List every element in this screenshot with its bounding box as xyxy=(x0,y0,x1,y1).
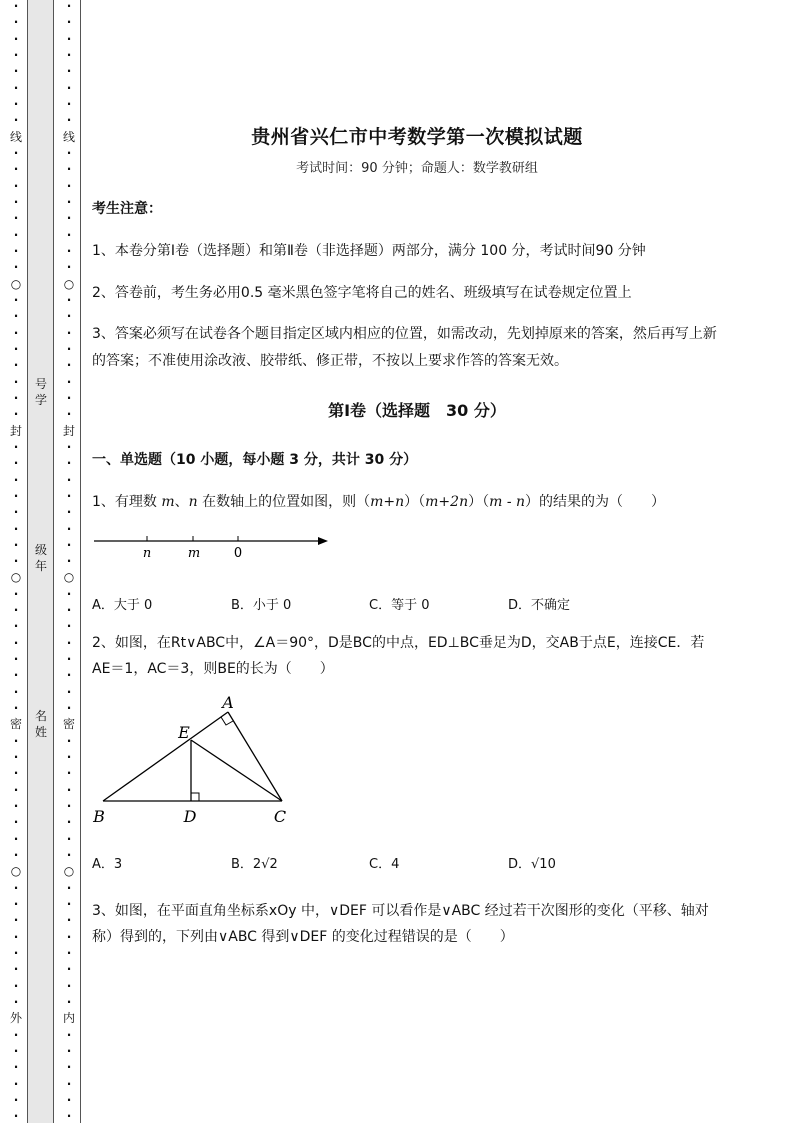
option-d[interactable]: D．不确定 xyxy=(508,598,571,613)
notice-item: 1、本卷分第Ⅰ卷（选择题）和第Ⅱ卷（非选择题）两部分，满分 100 分，考试时间90 分钟 xyxy=(92,243,646,259)
student-id-label: 号学 xyxy=(34,377,47,407)
binding-mark: 线 xyxy=(9,129,22,144)
binding-mark: ○ xyxy=(10,570,22,585)
binding-mark: 外 xyxy=(9,1011,22,1026)
binding-mark: 密 xyxy=(62,717,75,732)
question-3-text: 3、如图，在平面直角坐标系xOy 中，∨DEF 可以看作是∨ABC 经过若干次图形的变化（平移、轴对 xyxy=(92,903,709,919)
notice-item: 的答案；不准使用涂改液、胶带纸、修正带，不按以上要求作答的答案无效。 xyxy=(92,353,568,369)
notice-item: 2、答卷前，考生务必用0.5 毫米黑色签字笔将自己的姓名、班级填写在试卷规定位置上 xyxy=(92,285,632,301)
point-d: D xyxy=(183,807,197,826)
binding-mark: 封 xyxy=(62,423,75,438)
segment-ac xyxy=(228,712,282,801)
binding-mark: ○ xyxy=(63,570,75,585)
option-b[interactable]: B．2√2 xyxy=(231,857,278,872)
option-c[interactable]: C．等于 0 xyxy=(369,598,430,613)
option-a[interactable]: A．3 xyxy=(92,857,123,872)
arrow-icon xyxy=(318,537,328,545)
question-2-text: 2、如图，在Rt∨ABC中，∠A＝90°，D是BC的中点，ED⊥BC垂足为D，交AB于点E，连接CE．若 xyxy=(92,635,705,651)
name-label: 名姓 xyxy=(34,709,47,739)
binding-mark: 密 xyxy=(9,717,22,732)
option-d[interactable]: D．√10 xyxy=(508,857,556,872)
triangle-figure xyxy=(92,696,302,828)
number-line-figure xyxy=(92,530,342,566)
point-a: A xyxy=(222,696,234,712)
option-c[interactable]: C．4 xyxy=(369,857,400,872)
label-n: n xyxy=(142,546,152,561)
binding-mark: 内 xyxy=(62,1011,75,1026)
part-title: 第Ⅰ卷（选择题 30 分） xyxy=(328,401,506,420)
binding-mark: ○ xyxy=(63,276,75,291)
binding-mark: ○ xyxy=(63,864,75,879)
binding-margin xyxy=(0,0,84,1123)
segment-ec xyxy=(191,740,282,801)
question-2-text-cont: AE＝1，AC＝3，则BE的长为（ ） xyxy=(92,661,334,677)
label-zero: 0 xyxy=(233,546,243,561)
notice-heading: 考生注意： xyxy=(92,201,162,217)
exam-subtitle: 考试时间：90 分钟；命题人：数学教研组 xyxy=(296,161,538,176)
exam-title: 贵州省兴仁市中考数学第一次模拟试题 xyxy=(251,126,583,148)
grade-label: 级年 xyxy=(34,543,47,573)
right-angle-d xyxy=(191,793,199,801)
option-a[interactable]: A．大于 0 xyxy=(92,598,153,613)
point-b: B xyxy=(93,807,105,826)
question-3-text-cont: 称）得到的，下列由∨ABC 得到∨DEF 的变化过程错误的是（ ） xyxy=(92,929,514,945)
inner-dot-column: · · · · · · · · 线 · · · · · · · · ○ · · · · · · · · 封 · · · · · · · · ○ · · · · · · · · 密 · · · · · · · · ○ · · · · · · · · 内 · · · · · · xyxy=(62,0,75,1123)
binding-mark: 线 xyxy=(62,129,75,144)
section-heading: 一、单选题（10 小题，每小题 3 分，共计 30 分） xyxy=(92,452,418,468)
label-m: m xyxy=(187,546,201,561)
binding-mark: ○ xyxy=(10,864,22,879)
point-c: C xyxy=(273,807,287,826)
option-b[interactable]: B．小于 0 xyxy=(231,598,292,613)
segment-ba xyxy=(103,712,228,801)
binding-mark: ○ xyxy=(10,276,22,291)
question-1-text: 1、有理数 m、n 在数轴上的位置如图，则（m+n）（m+2n）（m - n）的结果的为（ ） xyxy=(92,494,666,510)
outer-dot-column: · · · · · · · · 线 · · · · · · · · ○ · · · · · · · · 封 · · · · · · · · ○ · · · · · · · · 密 · · · · · · · · ○ · · · · · · · · 外 · · · · · · xyxy=(9,0,22,1123)
binding-mark: 封 xyxy=(9,423,22,438)
point-e: E xyxy=(178,723,190,742)
notice-item: 3、答案必须写在试卷各个题目指定区域内相应的位置，如需改动，先划掉原来的答案，然后再写上新 xyxy=(92,326,717,342)
binding-line xyxy=(80,0,81,1123)
